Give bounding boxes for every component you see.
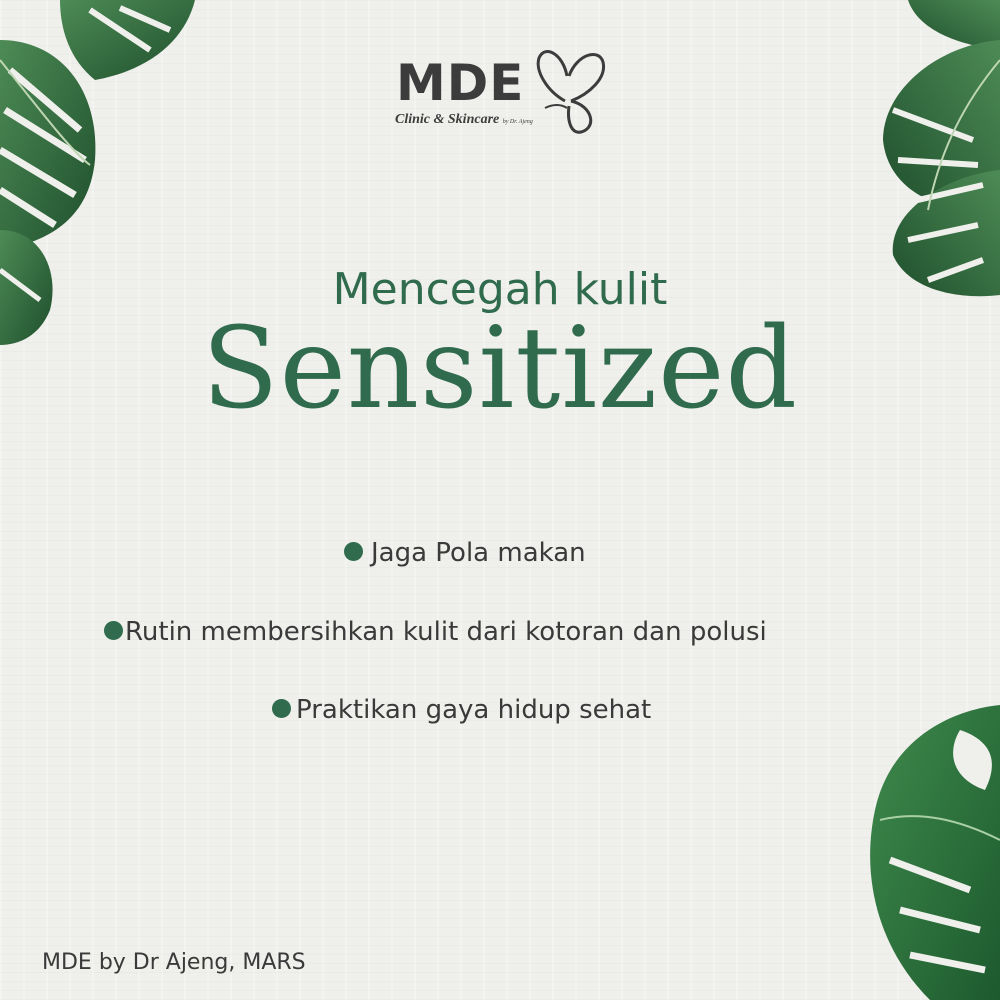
clinic-logo — [393, 46, 609, 138]
page-title: Sensitized — [201, 304, 799, 434]
bullet-dot-icon — [344, 542, 363, 561]
tip-text: Praktikan gaya hidup sehat — [296, 695, 652, 725]
bullet-dot-icon — [104, 621, 123, 640]
logo-letters: MDE — [396, 54, 525, 112]
tip-item — [272, 697, 651, 723]
monstera-leaf-bottom-right-icon — [860, 700, 1000, 1000]
logo-by-line: by Dr. Ajeng — [502, 119, 533, 125]
bullet-dot-icon — [272, 699, 291, 718]
footer-credit: MDE by Dr Ajeng, MARS — [42, 950, 306, 975]
tip-text: Jaga Pola makan — [371, 538, 586, 568]
logo-tagline-text: Clinic & Skincare — [395, 112, 500, 127]
headline: Mencegah kulit — [332, 264, 668, 315]
logo-tagline — [395, 112, 533, 128]
tip-item — [344, 540, 586, 566]
monstera-leaf-top-right-icon — [878, 0, 1000, 300]
butterfly-icon — [527, 46, 609, 136]
tip-text: Rutin membersihkan kulit dari kotoran dan polusi — [125, 617, 767, 647]
tip-item — [104, 619, 767, 645]
